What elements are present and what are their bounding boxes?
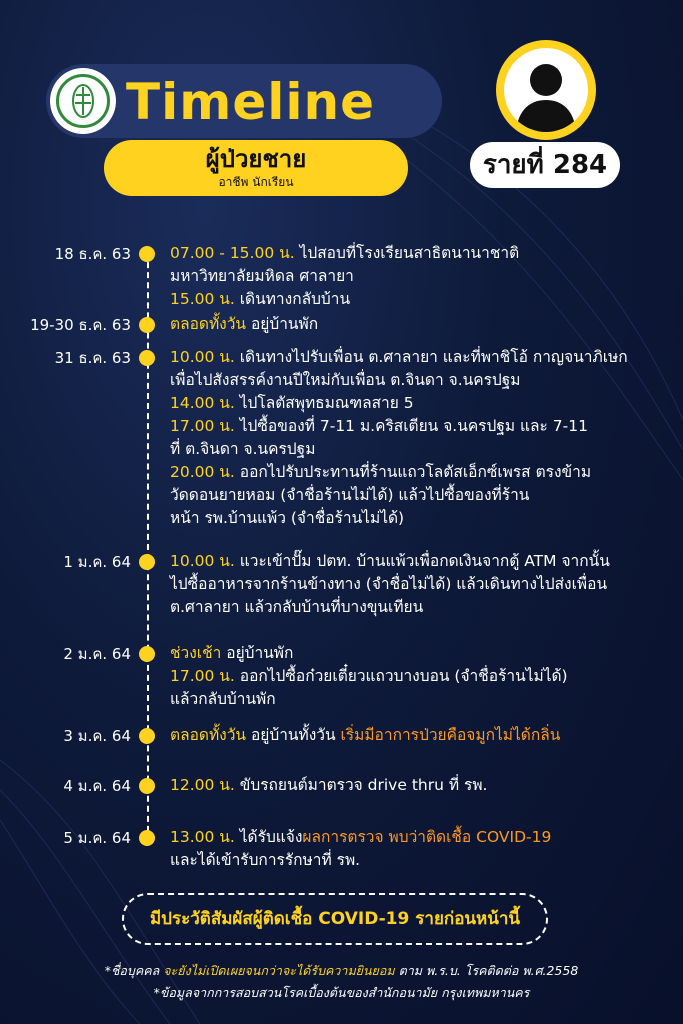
timeline-entry	[170, 724, 670, 747]
timeline-entry-line	[170, 265, 670, 288]
entry-text: เดินทางกลับบ้าน	[234, 290, 351, 308]
time-label: 17.00 น.	[170, 667, 235, 685]
timeline-entry-line	[170, 573, 670, 596]
entry-text: เดินทางไปรับเพื่อน ต.ศาลายา และที่พาชิโอ้ กาญจนาภิเษก	[234, 348, 628, 366]
person-silhouette-icon	[504, 48, 588, 132]
timeline-entry-line	[170, 724, 670, 747]
entry-text: อยู่บ้านทั้งวัน	[246, 726, 341, 744]
timeline-entry-line	[170, 242, 670, 265]
timeline-entry-line	[170, 774, 670, 797]
timeline-dot	[139, 317, 155, 333]
entry-text: ไปโลตัสพุทธมณฑลสาย 5	[234, 394, 414, 412]
entry-text: ได้รับแจ้ง	[234, 828, 303, 846]
entry-text: แล้วกลับบ้านพัก	[170, 690, 276, 708]
timeline-date: 31 ธ.ค. 63	[54, 349, 131, 367]
timeline-axis	[147, 252, 149, 842]
timeline-entry	[170, 550, 670, 619]
timeline-date: 18 ธ.ค. 63	[54, 245, 131, 263]
time-label: 17.00 น.	[170, 417, 235, 435]
timeline-date: 3 ม.ค. 64	[63, 727, 131, 745]
timeline-date: 1 ม.ค. 64	[63, 553, 131, 571]
timeline-entry-line	[170, 826, 670, 849]
entry-text: ออกไปซื้อก๋วยเตี๋ยวแถวบางบอน (จำชื่อร้านไม่ได้)	[234, 667, 568, 685]
entry-text: ต.ศาลายา แล้วกลับบ้านที่บางขุนเทียน	[170, 598, 424, 616]
entry-text: ไปซื้อของที่ 7-11 ม.คริสเตียน จ.นครปฐม และ 7-11	[234, 417, 588, 435]
time-label: 10.00 น.	[170, 348, 235, 366]
timeline-entry	[170, 774, 670, 797]
footnote-privacy: *ชื่อบุคคล จะยังไม่เปิดเผยจนกว่าจะได้รับความยินยอม ตาม พ.ร.บ. โรคติดต่อ พ.ศ.2558	[104, 963, 579, 978]
time-label: ตลอดทั้งวัน	[170, 726, 247, 744]
entry-text: ไปซื้ออาหารจากร้านข้างทาง (จำชื่อไม่ได้) แล้วเดินทางไปส่งเพื่อน	[170, 575, 608, 593]
patient-occupation: อาชีพ นักเรียน	[218, 175, 294, 189]
entry-text: ที่ ต.จินดา จ.นครปฐม	[170, 440, 316, 458]
timeline-entry-line	[170, 392, 670, 415]
entry-text: ขับรถยนต์มาตรวจ drive thru ที่ รพ.	[234, 776, 488, 794]
timeline-entry-line	[170, 346, 670, 369]
timeline-entry-line	[170, 596, 670, 619]
entry-text: เพื่อไปสังสรรค์งานปีใหม่กับเพื่อน ต.จินดา จ.นครปฐม	[170, 371, 521, 389]
time-label: 10.00 น.	[170, 552, 235, 570]
timeline-entry-line	[170, 438, 670, 461]
timeline-dot	[139, 778, 155, 794]
timeline-entry	[170, 346, 670, 530]
timeline-entry-line	[170, 642, 670, 665]
entry-text: ไปสอบที่โรงเรียนสาธิตนานาชาติ	[294, 244, 520, 262]
timeline-dot	[139, 830, 155, 846]
highlight-text: ผลการตรวจ พบว่าติดเชื้อ COVID-19	[302, 828, 552, 846]
entry-text: ออกไปรับประทานที่ร้านแถวโลตัสเอ็กซ์เพรส ตรงข้าม	[234, 463, 592, 481]
bangkok-seal-logo	[50, 68, 116, 134]
timeline-entry-line	[170, 665, 670, 688]
timeline-entry-line	[170, 688, 670, 711]
time-label: ตลอดทั้งวัน	[170, 315, 247, 333]
patient-gender-label: ผู้ป่วยชาย	[205, 145, 307, 173]
timeline-entry	[170, 313, 670, 336]
entry-text: วัดดอนยายหอม (จำชื่อร้านไม่ได้) แล้วไปซื้อของที่ร้าน	[170, 486, 530, 504]
time-label: ช่วงเช้า	[170, 644, 222, 662]
timeline-entry-line	[170, 484, 670, 507]
highlight-text: เริ่มมีอาการป่วยคือจมูกไม่ได้กลิ่น	[340, 726, 561, 744]
contact-history-banner: มีประวัติสัมผัสผู้ติดเชื้อ COVID-19 รายก่อนหน้านี้	[122, 893, 548, 945]
timeline-entry-line	[170, 507, 670, 530]
timeline-dot	[139, 646, 155, 662]
timeline-date: 5 ม.ค. 64	[63, 829, 131, 847]
timeline-dot	[139, 246, 155, 262]
timeline-entry	[170, 826, 670, 872]
seal-emblem-icon	[66, 81, 100, 121]
footnote-source: *ข้อมูลจากการสอบสวนโรคเบื้องต้นของสำนักอนามัย กรุงเทพมหานคร	[153, 985, 530, 1000]
entry-text: อยู่บ้านพัก	[246, 315, 319, 333]
entry-text: และได้เข้ารับการรักษาที่ รพ.	[170, 851, 361, 869]
timeline-dot	[139, 350, 155, 366]
time-label: 15.00 น.	[170, 290, 235, 308]
entry-text: แวะเข้าปั๊ม ปตท. บ้านแพ้วเพื่อกดเงินจากตู้ ATM จากนั้น	[234, 552, 610, 570]
case-number-badge: รายที่ 284	[470, 142, 620, 188]
timeline-dot	[139, 554, 155, 570]
timeline-date: 2 ม.ค. 64	[63, 645, 131, 663]
timeline-entry-line	[170, 313, 670, 336]
timeline-entry-line	[170, 849, 670, 872]
timeline-entry-line	[170, 415, 670, 438]
time-label: 12.00 น.	[170, 776, 235, 794]
timeline-entry	[170, 642, 670, 711]
page-title: Timeline	[126, 73, 376, 131]
timeline-entry-line	[170, 550, 670, 573]
time-label: 20.00 น.	[170, 463, 235, 481]
timeline-entry-line	[170, 369, 670, 392]
timeline-dot	[139, 728, 155, 744]
entry-text: มหาวิทยาลัยมหิดล ศาลายา	[170, 267, 354, 285]
patient-label-badge	[104, 140, 408, 196]
avatar	[496, 40, 596, 140]
timeline-date: 4 ม.ค. 64	[63, 777, 131, 795]
time-label: 14.00 น.	[170, 394, 235, 412]
entry-text: หน้า รพ.บ้านแพ้ว (จำชื่อร้านไม่ได้)	[170, 509, 405, 527]
timeline-entry	[170, 242, 670, 311]
entry-text: อยู่บ้านพัก	[221, 644, 294, 662]
timeline-entry-line	[170, 288, 670, 311]
time-label: 07.00 - 15.00 น.	[170, 244, 295, 262]
timeline-entry-line	[170, 461, 670, 484]
timeline-date: 19-30 ธ.ค. 63	[30, 316, 131, 334]
time-label: 13.00 น.	[170, 828, 235, 846]
